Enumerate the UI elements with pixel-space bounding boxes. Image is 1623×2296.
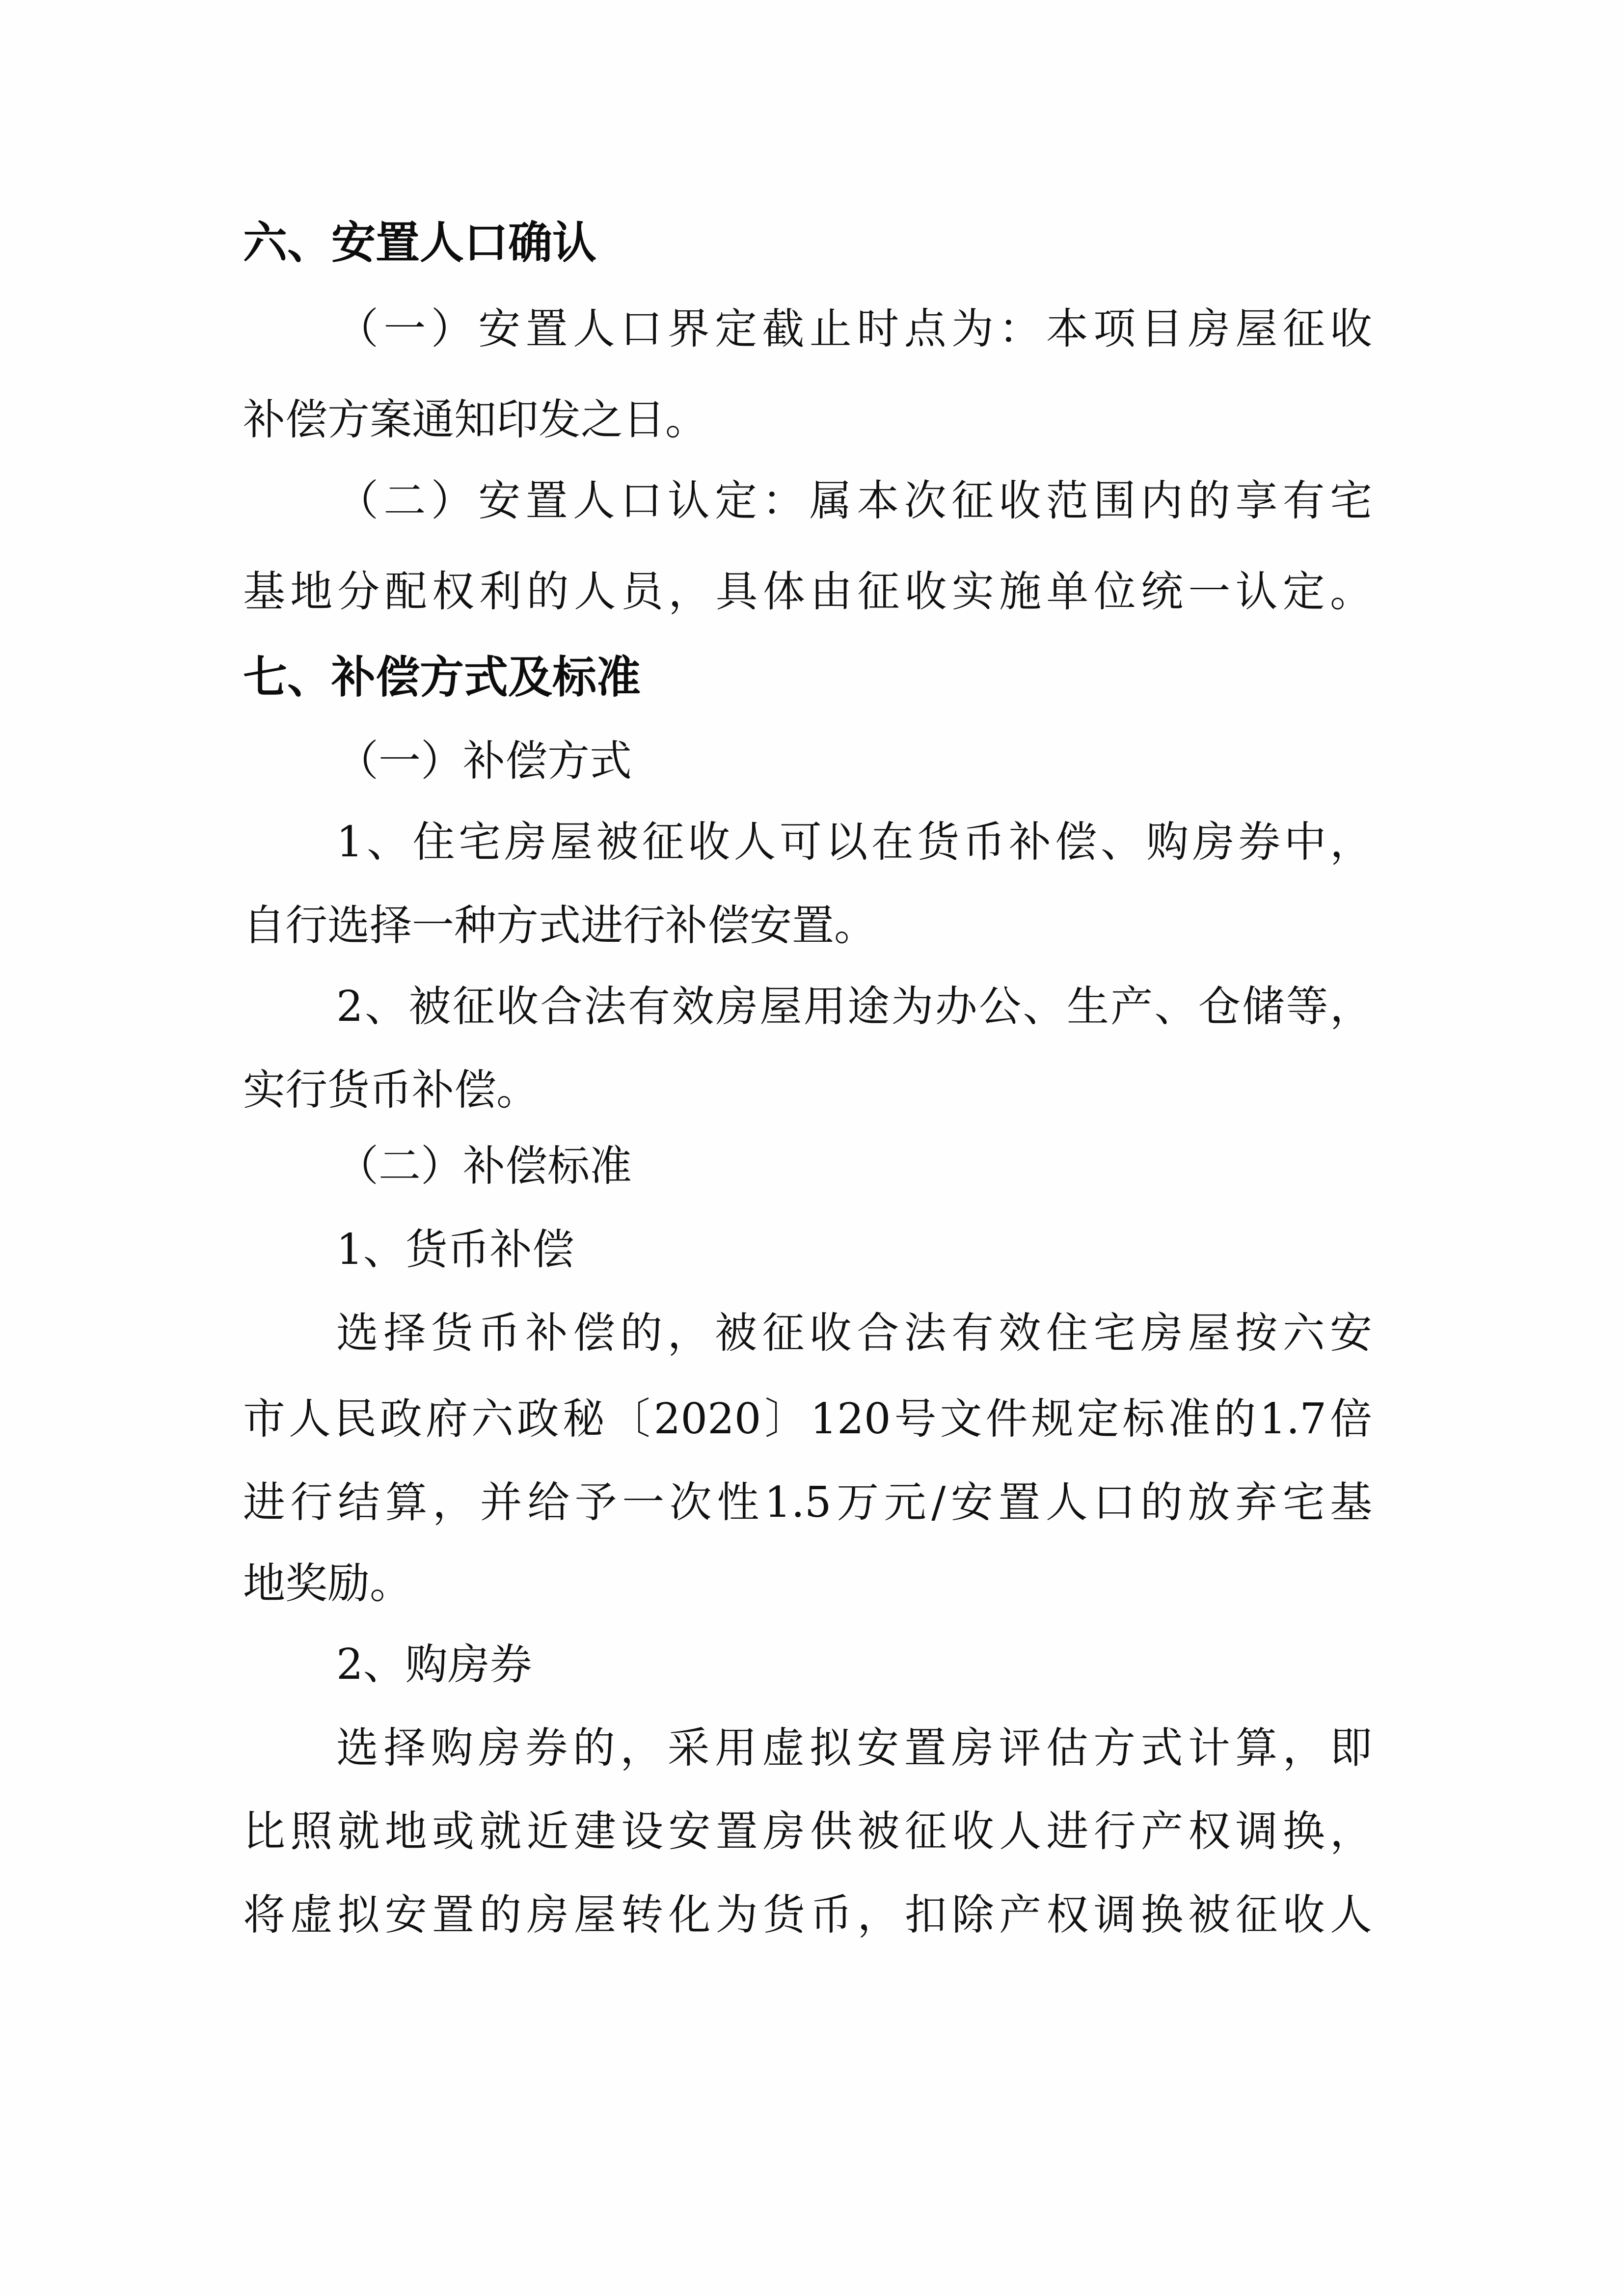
paragraph-line: 将虚拟安置的房屋转化为货币，扣除产权调换被征收人 [243,1890,1372,1940]
section-heading-7: 七、补偿方式及标准 [243,652,641,703]
subsection-heading: 2、购房券 [336,1640,532,1689]
paragraph-line: 比照就地或就近建设安置房供被征收人进行产权调换， [243,1807,1372,1856]
paragraph-line: 基地分配权利的人员，具体由征收实施单位统一认定。 [243,567,1372,616]
paragraph-line: 1、住宅房屋被征收人可以在货币补偿、购房券中， [336,818,1372,867]
paragraph-line: 地奖励。 [243,1559,412,1608]
paragraph-line: （二）安置人口认定：属本次征收范围内的享有宅 [336,476,1372,525]
subsection-heading: 1、货币补偿 [336,1225,574,1274]
paragraph-line: 进行结算，并给予一次性1.5万元/安置人口的放弃宅基 [243,1478,1372,1527]
paragraph-line: 补偿方案通知印发之日。 [243,395,707,444]
paragraph-line: 选择购房券的，采用虚拟安置房评估方式计算，即 [336,1723,1372,1773]
paragraph-line: 自行选择一种方式进行补偿安置。 [243,901,876,950]
paragraph-line: 2、被征收合法有效房屋用途为办公、生产、仓储等， [336,982,1372,1031]
paragraph-line: 市人民政府六政秘〔2020〕120号文件规定标准的1.7倍 [243,1394,1372,1444]
section-heading-6: 六、安置人口确认 [243,217,596,269]
subsection-heading: （一）补偿方式 [336,737,632,786]
paragraph-line: 选择货币补偿的，被征收合法有效住宅房屋按六安 [336,1309,1372,1358]
paragraph-line: （一）安置人口界定截止时点为：本项目房屋征收 [336,304,1372,354]
paragraph-line: 实行货币补偿。 [243,1066,539,1115]
subsection-heading: （二）补偿标准 [336,1142,632,1191]
